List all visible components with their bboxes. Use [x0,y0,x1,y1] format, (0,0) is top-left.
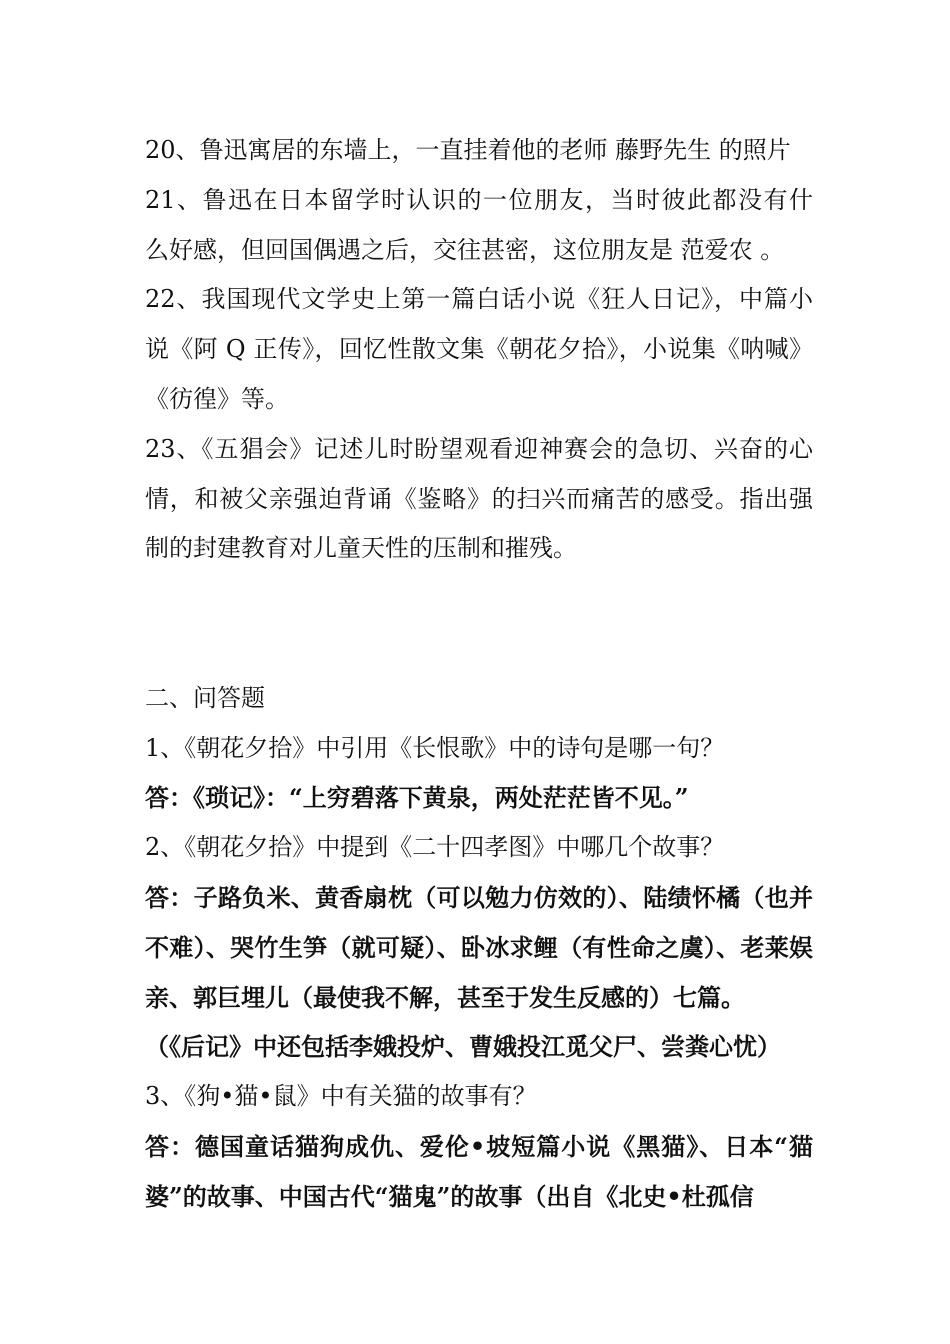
answer-3-line-1: 答：德国童话猫狗成仇、爱伦•坡短篇小说《黑猫》、日本“猫 [145,1131,813,1161]
item-23-line-1: 23、《五猖会》记述儿时盼望观看迎神赛会的急切、兴奋的心 [145,434,813,463]
item-20: 20、鲁迅寓居的东墙上，一直挂着他的老师 藤野先生 的照片 [145,136,791,164]
answer-2-line-2: 不难）、哭竹生笋（就可疑）、卧冰求鲤（有性命之虞）、老莱娱 [145,932,813,962]
item-22-line-2: 说《阿 Q 正传》，回忆性散文集《朝花夕拾》，小说集《呐喊》 [145,335,813,364]
answer-2-line-4: （《后记》中还包括李娥投炉、曹娥投江觅父尸、尝粪心忧） [145,1032,781,1062]
question-2: 2、《朝花夕拾》中提到《二十四孝图》中哪几个故事？ [145,833,725,862]
document-body [145,126,813,1222]
answer-2-line-1: 答：子路负米、黄香扇枕（可以勉力仿效的）、陆绩怀橘（也并 [145,882,813,912]
item-21-line-1: 21、鲁迅在日本留学时认识的一位朋友，当时彼此都没有什 [145,185,813,214]
item-23-line-2: 情，和被父亲强迫背诵《鉴略》的扫兴而痛苦的感受。指出强 [145,484,813,513]
section-heading-qa: 二、问答题 [145,683,265,712]
item-21-line-2: 么好感，但回国偶遇之后，交往甚密，这位朋友是 范爱农 。 [145,235,785,264]
item-22-line-1: 22、我国现代文学史上第一篇白话小说《狂人日记》，中篇小 [145,285,813,314]
answer-2-line-3: 亲、郭巨埋儿（最使我不解，甚至于发生反感的）七篇。 [145,982,745,1012]
answer-1: 答：《琐记》：“上穷碧落下黄泉，两处茫茫皆不见。” [145,783,689,813]
item-23-line-3: 制的封建教育对儿童天性的压制和摧残。 [145,534,577,563]
question-3: 3、《狗•猫•鼠》中有关猫的故事有？ [145,1082,537,1111]
question-1: 1、《朝花夕拾》中引用《长恨歌》中的诗句是哪一句？ [145,733,725,762]
section-gap [145,574,813,674]
item-22-line-3: 《彷徨》等。 [145,384,289,413]
answer-3-line-2: 婆”的故事、中国古代“猫鬼”的故事（出自《北史•杜孤信 [145,1181,754,1211]
